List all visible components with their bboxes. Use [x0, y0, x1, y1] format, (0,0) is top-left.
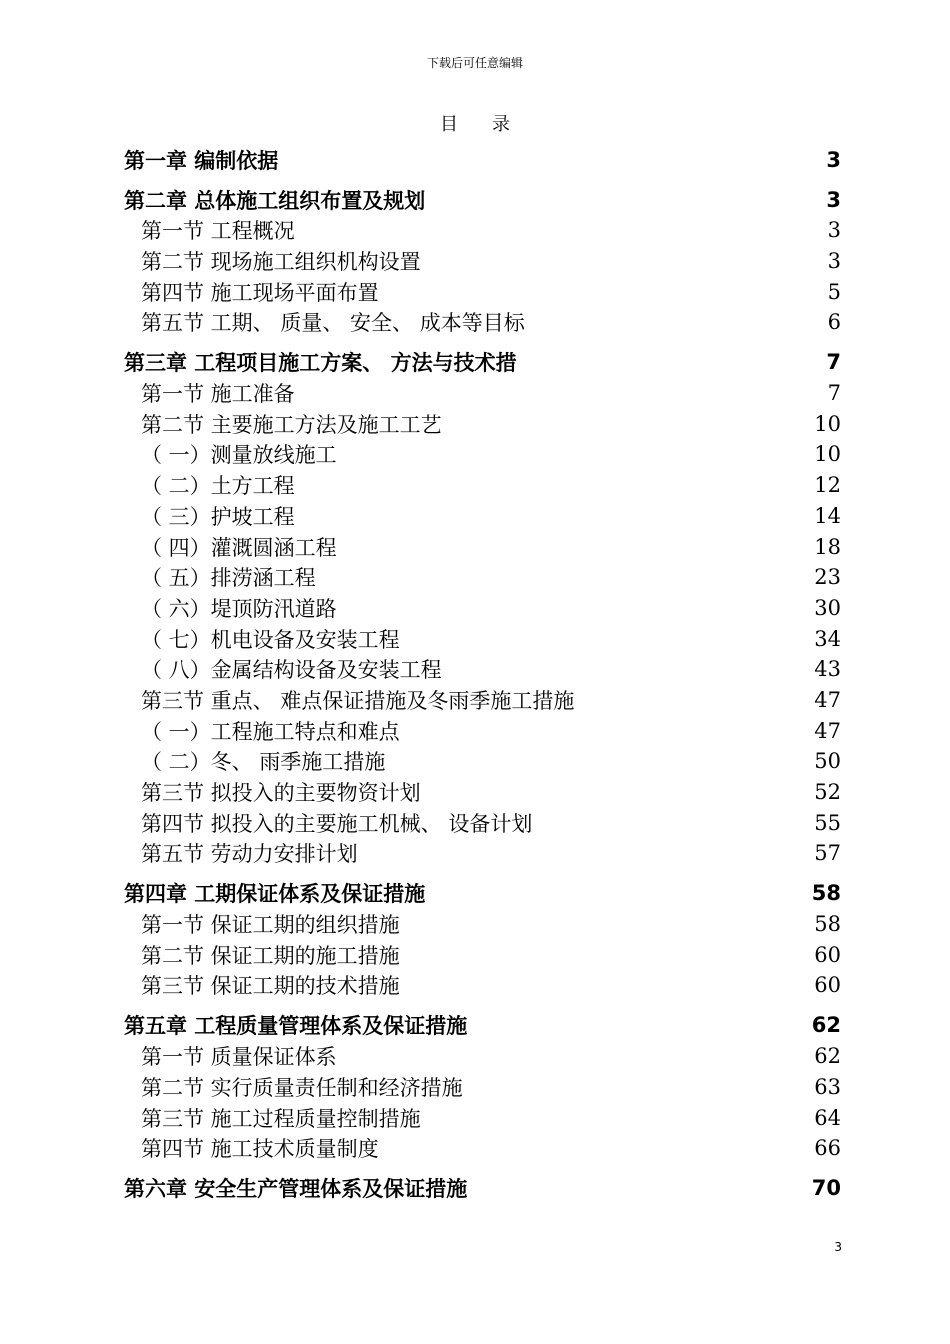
toc-entry-page: 70 [811, 1176, 841, 1201]
toc-entry-page: 58 [814, 912, 841, 937]
toc-entry-title: 第一节 质量保证体系 [141, 1045, 337, 1070]
toc-entry-page: 34 [814, 626, 841, 651]
toc-entry-title: （ 三）护坡工程 [141, 504, 295, 529]
toc-entry-section[interactable] [124, 777, 841, 808]
toc-entry-section[interactable] [124, 746, 841, 777]
toc-entry-section[interactable] [124, 501, 841, 532]
toc-entry-title: 第一节 保证工期的组织措施 [141, 913, 400, 938]
toc-entry-title: 第三节 施工过程质量控制措施 [141, 1106, 421, 1131]
toc-entry-title: （ 一）测量放线施工 [141, 443, 337, 468]
toc-entry-page: 64 [814, 1105, 841, 1130]
toc-entry-page: 3 [826, 147, 841, 172]
toc-entry-page: 6 [827, 310, 841, 335]
toc-entry-section[interactable] [124, 807, 841, 838]
toc-entry-chapter[interactable] [124, 347, 841, 378]
toc-entry-title: 第三章 工程项目施工方案、 方法与技术措 [124, 351, 517, 376]
table-of-contents [124, 144, 841, 1204]
toc-entry-title: 第一节 施工准备 [141, 382, 295, 407]
page-number: 3 [834, 1240, 842, 1254]
toc-entry-title: 第五节 劳动力安排计划 [141, 842, 358, 867]
toc-entry-section[interactable] [124, 531, 841, 562]
toc-entry-section[interactable] [124, 1072, 841, 1103]
toc-entry-section[interactable] [124, 276, 841, 307]
toc-entry-section[interactable] [124, 1102, 841, 1133]
toc-entry-section[interactable] [124, 408, 841, 439]
toc-entry-title: 第六章 安全生产管理体系及保证措施 [124, 1177, 468, 1202]
toc-entry-title: 第一节 工程概况 [141, 219, 295, 244]
toc-entry-page: 60 [814, 942, 841, 967]
toc-entry-page: 52 [814, 780, 841, 805]
toc-entry-title: （ 四）灌溉圆涵工程 [141, 535, 337, 560]
toc-entry-page: 63 [814, 1074, 841, 1099]
toc-entry-section[interactable] [124, 307, 841, 338]
toc-entry-section[interactable] [124, 439, 841, 470]
toc-entry-title: 第四节 拟投入的主要施工机械、 设备计划 [141, 811, 533, 836]
toc-entry-title: 第三节 拟投入的主要物资计划 [141, 781, 421, 806]
toc-entry-page: 12 [814, 473, 841, 498]
toc-entry-page: 23 [814, 565, 841, 590]
toc-entry-page: 43 [814, 657, 841, 682]
toc-entry-title: 第二章 总体施工组织布置及规划 [124, 188, 426, 213]
toc-entry-page: 55 [814, 810, 841, 835]
toc-entry-section[interactable] [124, 215, 841, 246]
toc-entry-section[interactable] [124, 1041, 841, 1072]
toc-title-left: 目 [440, 114, 458, 135]
toc-entry-title: （ 六）堤顶防汛道路 [141, 596, 337, 621]
toc-entry-section[interactable] [124, 246, 841, 277]
toc-entry-page: 5 [827, 279, 841, 304]
toc-entry-title: 第二节 现场施工组织机构设置 [141, 250, 421, 275]
toc-entry-title: 第一章 编制依据 [124, 148, 279, 173]
toc-entry-title: （ 七）机电设备及安装工程 [141, 627, 400, 652]
toc-entry-title: （ 八）金属结构设备及安装工程 [141, 658, 442, 683]
toc-entry-title: 第四节 施工现场平面布置 [141, 280, 379, 305]
toc-entry-title: 第五章 工程质量管理体系及保证措施 [124, 1014, 468, 1039]
toc-entry-section[interactable] [124, 939, 841, 970]
page-header: 下载后可任意编辑 [426, 56, 523, 70]
toc-title-right: 录 [492, 114, 510, 135]
toc-entry-title: 第三节 重点、 难点保证措施及冬雨季施工措施 [141, 688, 575, 713]
toc-entry-page: 18 [814, 534, 841, 559]
toc-entry-title: （ 二）冬、 雨季施工措施 [141, 750, 386, 775]
toc-entry-page: 50 [814, 749, 841, 774]
toc-entry-section[interactable] [124, 470, 841, 501]
toc-entry-title: 第四节 施工技术质量制度 [141, 1137, 379, 1162]
toc-entry-page: 47 [814, 687, 841, 712]
toc-entry-section[interactable] [124, 654, 841, 685]
toc-entry-title: 第五节 工期、 质量、 安全、 成本等目标 [141, 311, 525, 336]
toc-entry-chapter[interactable] [124, 878, 841, 909]
toc-entry-section[interactable] [124, 715, 841, 746]
toc-entry-chapter[interactable] [124, 184, 841, 215]
toc-entry-title: （ 二）土方工程 [141, 474, 295, 499]
toc-entry-page: 7 [826, 350, 841, 375]
toc-entry-page: 14 [814, 503, 841, 528]
toc-entry-page: 57 [814, 841, 841, 866]
toc-entry-page: 10 [814, 411, 841, 436]
toc-entry-page: 62 [811, 1013, 841, 1038]
toc-entry-section[interactable] [124, 970, 841, 1001]
toc-entry-title: 第二节 主要施工方法及施工工艺 [141, 412, 442, 437]
toc-title [0, 114, 950, 136]
toc-entry-chapter[interactable] [124, 144, 841, 175]
toc-entry-section[interactable] [124, 562, 841, 593]
toc-entry-title: 第三节 保证工期的技术措施 [141, 974, 400, 999]
toc-entry-page: 7 [827, 381, 841, 406]
toc-entry-page: 3 [827, 249, 841, 274]
toc-entry-page: 47 [814, 718, 841, 743]
toc-entry-title: 第二节 实行质量责任制和经济措施 [141, 1075, 463, 1100]
toc-entry-page: 10 [814, 442, 841, 467]
toc-entry-section[interactable] [124, 1133, 841, 1164]
toc-entry-page: 66 [814, 1136, 841, 1161]
toc-entry-page: 30 [814, 595, 841, 620]
toc-entry-section[interactable] [124, 378, 841, 409]
toc-entry-chapter[interactable] [124, 1173, 841, 1204]
toc-entry-page: 3 [826, 187, 841, 212]
toc-entry-page: 3 [827, 218, 841, 243]
toc-entry-chapter[interactable] [124, 1010, 841, 1041]
toc-entry-section[interactable] [124, 685, 841, 716]
toc-entry-page: 58 [811, 881, 841, 906]
toc-entry-section[interactable] [124, 909, 841, 940]
toc-entry-section[interactable] [124, 623, 841, 654]
toc-entry-title: 第四章 工期保证体系及保证措施 [124, 882, 426, 907]
toc-entry-section[interactable] [124, 593, 841, 624]
toc-entry-title: 第二节 保证工期的施工措施 [141, 943, 400, 968]
toc-entry-title: （ 一）工程施工特点和难点 [141, 719, 400, 744]
toc-entry-page: 60 [814, 973, 841, 998]
toc-entry-page: 62 [814, 1044, 841, 1069]
toc-entry-title: （ 五）排涝涵工程 [141, 566, 316, 591]
toc-entry-section[interactable] [124, 838, 841, 869]
